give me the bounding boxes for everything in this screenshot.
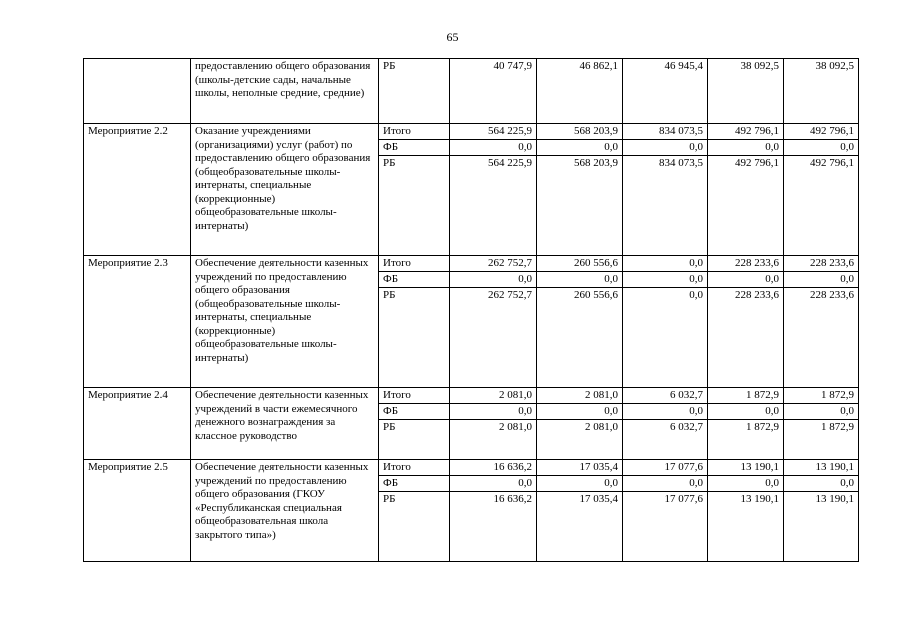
amount-cell: 568 203,9 xyxy=(537,156,623,256)
amount-cell: 834 073,5 xyxy=(623,124,708,140)
amount-cell: 492 796,1 xyxy=(784,124,859,140)
amount-cell: 40 747,9 xyxy=(450,59,537,124)
amount-cell: 0,0 xyxy=(623,140,708,156)
funding-source-cell: ФБ xyxy=(379,140,450,156)
amount-cell: 16 636,2 xyxy=(450,492,537,562)
amount-cell: 260 556,6 xyxy=(537,288,623,388)
amount-cell: 0,0 xyxy=(708,272,784,288)
amount-cell: 0,0 xyxy=(623,288,708,388)
amount-cell: 228 233,6 xyxy=(784,288,859,388)
amount-cell: 492 796,1 xyxy=(708,156,784,256)
amount-cell: 0,0 xyxy=(450,140,537,156)
amount-cell: 564 225,9 xyxy=(450,124,537,140)
amount-cell: 262 752,7 xyxy=(450,288,537,388)
funding-source-cell: РБ xyxy=(379,492,450,562)
amount-cell: 38 092,5 xyxy=(784,59,859,124)
amount-cell: 17 035,4 xyxy=(537,492,623,562)
amount-cell: 13 190,1 xyxy=(784,460,859,476)
table-row xyxy=(84,256,859,272)
measure-description-cell: предоставлению общего образования (школы-детские сады, начальные школы, неполные средние, средние) xyxy=(191,59,379,124)
measure-name-cell xyxy=(84,59,191,124)
amount-cell: 0,0 xyxy=(537,476,623,492)
amount-cell: 228 233,6 xyxy=(708,256,784,272)
funding-source-cell: ФБ xyxy=(379,476,450,492)
measure-description-cell: Обеспечение деятельности казенных учреждений по предоставлению общего образования (ГКОУ «Республиканская специальная общеобразовательная школа закрытого типа») xyxy=(191,460,379,562)
amount-cell: 2 081,0 xyxy=(450,388,537,404)
table-body xyxy=(84,59,859,562)
amount-cell: 1 872,9 xyxy=(708,420,784,460)
amount-cell: 13 190,1 xyxy=(708,460,784,476)
amount-cell: 262 752,7 xyxy=(450,256,537,272)
measure-name-cell: Мероприятие 2.2 xyxy=(84,124,191,256)
amount-cell: 568 203,9 xyxy=(537,124,623,140)
amount-cell: 0,0 xyxy=(708,140,784,156)
amount-cell: 0,0 xyxy=(784,476,859,492)
amount-cell: 0,0 xyxy=(450,476,537,492)
amount-cell: 228 233,6 xyxy=(708,288,784,388)
amount-cell: 17 077,6 xyxy=(623,492,708,562)
funding-source-cell: РБ xyxy=(379,288,450,388)
funding-source-cell: ФБ xyxy=(379,404,450,420)
amount-cell: 17 035,4 xyxy=(537,460,623,476)
amount-cell: 260 556,6 xyxy=(537,256,623,272)
budget-table xyxy=(83,58,859,562)
amount-cell: 0,0 xyxy=(450,404,537,420)
funding-source-cell: Итого xyxy=(379,256,450,272)
measure-name-cell: Мероприятие 2.5 xyxy=(84,460,191,562)
page-number: 65 xyxy=(446,30,459,44)
amount-cell: 13 190,1 xyxy=(708,492,784,562)
amount-cell: 0,0 xyxy=(623,256,708,272)
amount-cell: 2 081,0 xyxy=(537,420,623,460)
funding-source-cell: ФБ xyxy=(379,272,450,288)
measure-name-cell: Мероприятие 2.3 xyxy=(84,256,191,388)
amount-cell: 6 032,7 xyxy=(623,388,708,404)
amount-cell: 0,0 xyxy=(784,140,859,156)
amount-cell: 0,0 xyxy=(537,272,623,288)
amount-cell: 46 862,1 xyxy=(537,59,623,124)
funding-source-cell: Итого xyxy=(379,124,450,140)
amount-cell: 0,0 xyxy=(784,272,859,288)
funding-source-cell: Итого xyxy=(379,388,450,404)
amount-cell: 492 796,1 xyxy=(784,156,859,256)
amount-cell: 564 225,9 xyxy=(450,156,537,256)
amount-cell: 834 073,5 xyxy=(623,156,708,256)
amount-cell: 6 032,7 xyxy=(623,420,708,460)
amount-cell: 38 092,5 xyxy=(708,59,784,124)
amount-cell: 2 081,0 xyxy=(537,388,623,404)
amount-cell: 2 081,0 xyxy=(450,420,537,460)
table-row xyxy=(84,59,859,124)
amount-cell: 13 190,1 xyxy=(784,492,859,562)
measure-name-cell: Мероприятие 2.4 xyxy=(84,388,191,460)
amount-cell: 0,0 xyxy=(623,272,708,288)
amount-cell: 17 077,6 xyxy=(623,460,708,476)
funding-source-cell: РБ xyxy=(379,420,450,460)
table-row xyxy=(84,124,859,140)
amount-cell: 0,0 xyxy=(623,476,708,492)
measure-description-cell: Обеспечение деятельности казенных учреждений в части ежемесячного денежного вознаграждения за классное руководство xyxy=(191,388,379,460)
table-row xyxy=(84,388,859,404)
amount-cell: 0,0 xyxy=(537,140,623,156)
amount-cell: 1 872,9 xyxy=(784,388,859,404)
amount-cell: 0,0 xyxy=(450,272,537,288)
funding-source-cell: РБ xyxy=(379,59,450,124)
table-row xyxy=(84,460,859,476)
amount-cell: 1 872,9 xyxy=(784,420,859,460)
amount-cell: 46 945,4 xyxy=(623,59,708,124)
amount-cell: 16 636,2 xyxy=(450,460,537,476)
amount-cell: 0,0 xyxy=(708,404,784,420)
measure-description-cell: Обеспечение деятельности казенных учреждений по предоставлению общего образования (общеобразовательные школы-интернаты, специальные (коррекционные) общеобразовательные школы-интернаты) xyxy=(191,256,379,388)
amount-cell: 0,0 xyxy=(537,404,623,420)
amount-cell: 1 872,9 xyxy=(708,388,784,404)
measure-description-cell: Оказание учреждениями (организациями) услуг (работ) по предоставлению общего образования (общеобразовательные школы-интернаты, специальные (коррекционные) общеобразовательные школы-интернаты) xyxy=(191,124,379,256)
funding-source-cell: Итого xyxy=(379,460,450,476)
amount-cell: 0,0 xyxy=(708,476,784,492)
amount-cell: 492 796,1 xyxy=(708,124,784,140)
amount-cell: 228 233,6 xyxy=(784,256,859,272)
amount-cell: 0,0 xyxy=(784,404,859,420)
funding-source-cell: РБ xyxy=(379,156,450,256)
amount-cell: 0,0 xyxy=(623,404,708,420)
